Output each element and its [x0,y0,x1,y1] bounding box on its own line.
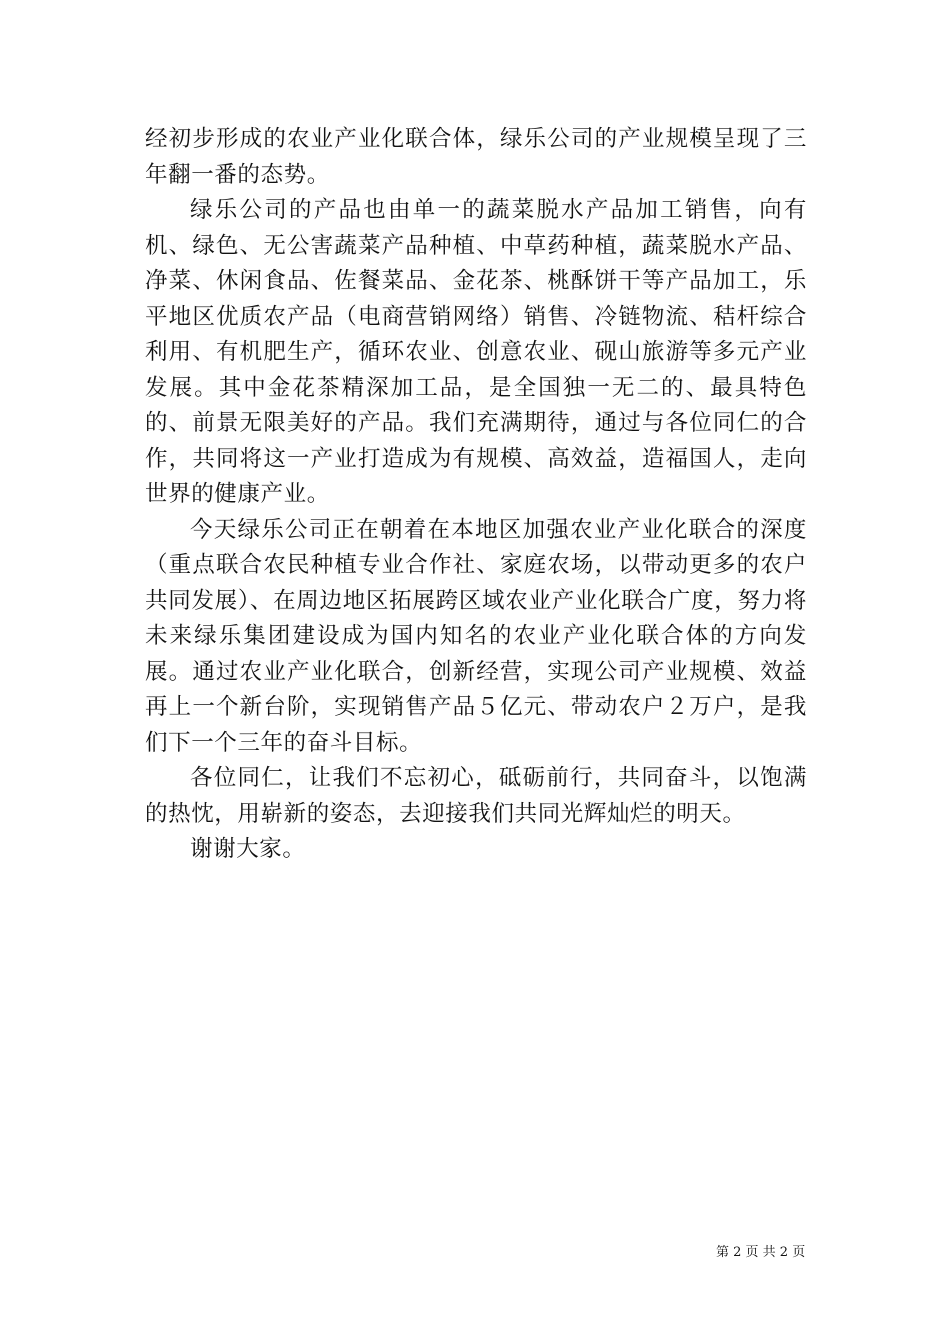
paragraph-thanks: 谢谢大家。 [190,836,306,862]
paragraph-continuation: 经初步形成的农业产业化联合体，绿乐公司的产业规模呈现了三年翻一番的态势。 [145,126,807,188]
paragraph-development-goals: 今天绿乐公司正在朝着在本地区加强农业产业化联合的深度（重点联合农民种植专业合作社、家庭农场，以带动更多的农户共同发展）、在周边地区拓展跨区域农业产业化联合广度，努力将未来绿乐集团建设成为国内知名的农业产业化联合体的方向发展。通过农业产业化联合，创新经营，实现公司产业规模、效益再上一个新台阶，实现销售产品５亿元、带动农户２万户，是我们下一个三年的奋斗目标。 [145,516,807,756]
paragraph-closing-appeal: 各位同仁，让我们不忘初心，砥砺前行，共同奋斗，以饱满的热忱，用崭新的姿态，去迎接我们共同光辉灿烂的明天。 [145,765,807,827]
page-number: 第 2 页 共 2 页 [716,1245,806,1260]
paragraph-products: 绿乐公司的产品也由单一的蔬菜脱水产品加工销售，向有机、绿色、无公害蔬菜产品种植、中草药种植，蔬菜脱水产品、净菜、休闲食品、佐餐菜品、金花茶、桃酥饼干等产品加工，乐平地区优质农产品（电商营销网络）销售、冷链物流、秸杆综合利用、有机肥生产，循环农业、创意农业、砚山旅游等多元产业发展。其中金花茶精深加工品，是全国独一无二的、最具特色的、前景无限美好的产品。我们充满期待，通过与各位同仁的合作，共同将这一产业打造成为有规模、高效益，造福国人，走向世界的健康产业。 [145,197,807,507]
document-body [145,122,807,868]
